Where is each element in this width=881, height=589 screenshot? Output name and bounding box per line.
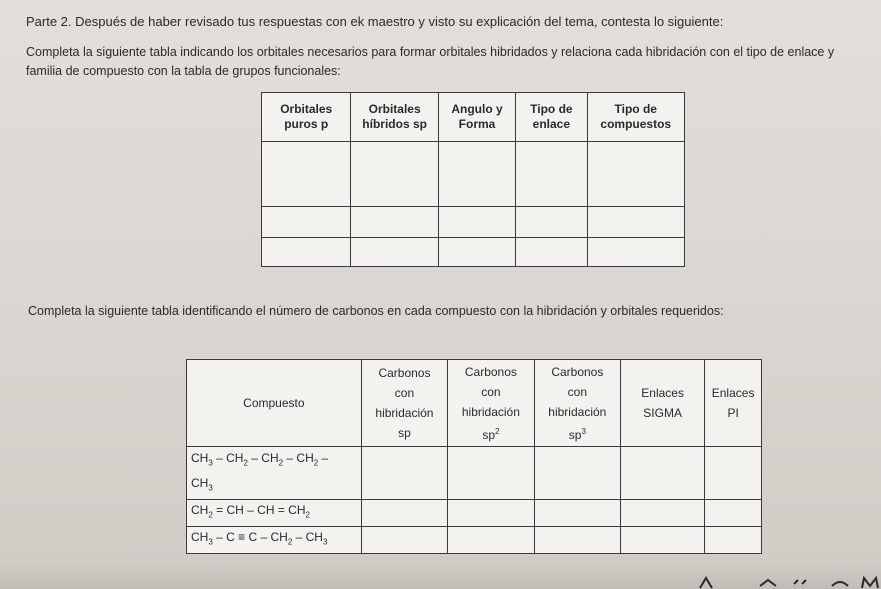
answer-cell[interactable] xyxy=(534,527,620,554)
answer-cell[interactable] xyxy=(351,207,438,238)
carbon-count-table xyxy=(186,359,762,554)
header-tipo-enlace: Tipo de enlace xyxy=(516,93,587,142)
compound-butane: $CH_3 - CH_2 - CH_2 - CH_2$ – $CH_3$ xyxy=(187,447,362,500)
table-row xyxy=(187,447,762,500)
table-row xyxy=(262,207,685,238)
answer-cell[interactable] xyxy=(587,207,684,238)
instruction-table-2: Completa la siguiente tabla identificando el número de carbonos en cada compuesto con la hibridación y orbitales requeridos: xyxy=(28,304,724,318)
header-tipo-compuestos: Tipo de compuestos xyxy=(587,93,684,142)
answer-cell[interactable] xyxy=(705,527,762,554)
answer-cell[interactable] xyxy=(516,207,587,238)
answer-cell[interactable] xyxy=(534,500,620,527)
instruction-line-2: familia de compuesto con la tabla de grupos funcionales: xyxy=(26,64,341,78)
answer-cell[interactable] xyxy=(534,447,620,500)
answer-cell[interactable] xyxy=(262,142,351,207)
handwriting-scribble xyxy=(690,572,881,589)
section-heading: Parte 2. Después de haber revisado tus respuestas con ek maestro y visto su explicación del tema, contesta lo siguiente: xyxy=(26,14,724,29)
answer-cell[interactable] xyxy=(361,527,447,554)
header-compuesto: Compuesto xyxy=(187,360,362,447)
answer-cell[interactable] xyxy=(351,142,438,207)
answer-cell[interactable] xyxy=(705,447,762,500)
header-carbonos-sp: Carbonos con hibridación sp xyxy=(361,360,447,447)
answer-cell[interactable] xyxy=(361,447,447,500)
header-carbonos-sp3: Carbonos con hibridación $sp^3$ xyxy=(534,360,620,447)
compound-pentyne: $CH_3 - C \equiv C - CH_2 - CH_3$ xyxy=(187,527,362,554)
header-orbitales-hibridos: Orbitales híbridos sp xyxy=(351,93,438,142)
answer-cell[interactable] xyxy=(621,447,705,500)
answer-cell[interactable] xyxy=(621,527,705,554)
answer-cell[interactable] xyxy=(438,238,515,267)
answer-cell[interactable] xyxy=(516,142,587,207)
answer-cell[interactable] xyxy=(705,500,762,527)
instruction-line-1: Completa la siguiente tabla indicando los orbitales necesarios para formar orbitales hibridados y relaciona cada hibridación con el tipo de enlace y xyxy=(26,45,835,59)
answer-cell[interactable] xyxy=(438,142,515,207)
answer-cell[interactable] xyxy=(448,527,534,554)
answer-cell[interactable] xyxy=(361,500,447,527)
answer-cell[interactable] xyxy=(351,238,438,267)
answer-cell[interactable] xyxy=(262,238,351,267)
table-row xyxy=(262,238,685,267)
header-angulo-forma: Angulo y Forma xyxy=(438,93,515,142)
header-orbitales-puros: Orbitales puros p xyxy=(262,93,351,142)
table-row xyxy=(262,142,685,207)
header-enlaces-sigma: Enlaces SIGMA xyxy=(621,360,705,447)
answer-cell[interactable] xyxy=(448,447,534,500)
answer-cell[interactable] xyxy=(448,500,534,527)
compound-butadiene: $CH_2$ = CH – CH = $CH_2$ xyxy=(187,500,362,527)
table-row xyxy=(187,527,762,554)
table-header-row xyxy=(187,360,762,447)
answer-cell[interactable] xyxy=(587,238,684,267)
table-header-row xyxy=(262,93,685,142)
header-carbonos-sp2: Carbonos con hibridación $sp^2$ xyxy=(448,360,534,447)
answer-cell[interactable] xyxy=(262,207,351,238)
table-row xyxy=(187,500,762,527)
answer-cell[interactable] xyxy=(438,207,515,238)
answer-cell[interactable] xyxy=(516,238,587,267)
answer-cell[interactable] xyxy=(587,142,684,207)
hybridization-table xyxy=(261,92,685,267)
answer-cell[interactable] xyxy=(621,500,705,527)
header-enlaces-pi: Enlaces PI xyxy=(705,360,762,447)
